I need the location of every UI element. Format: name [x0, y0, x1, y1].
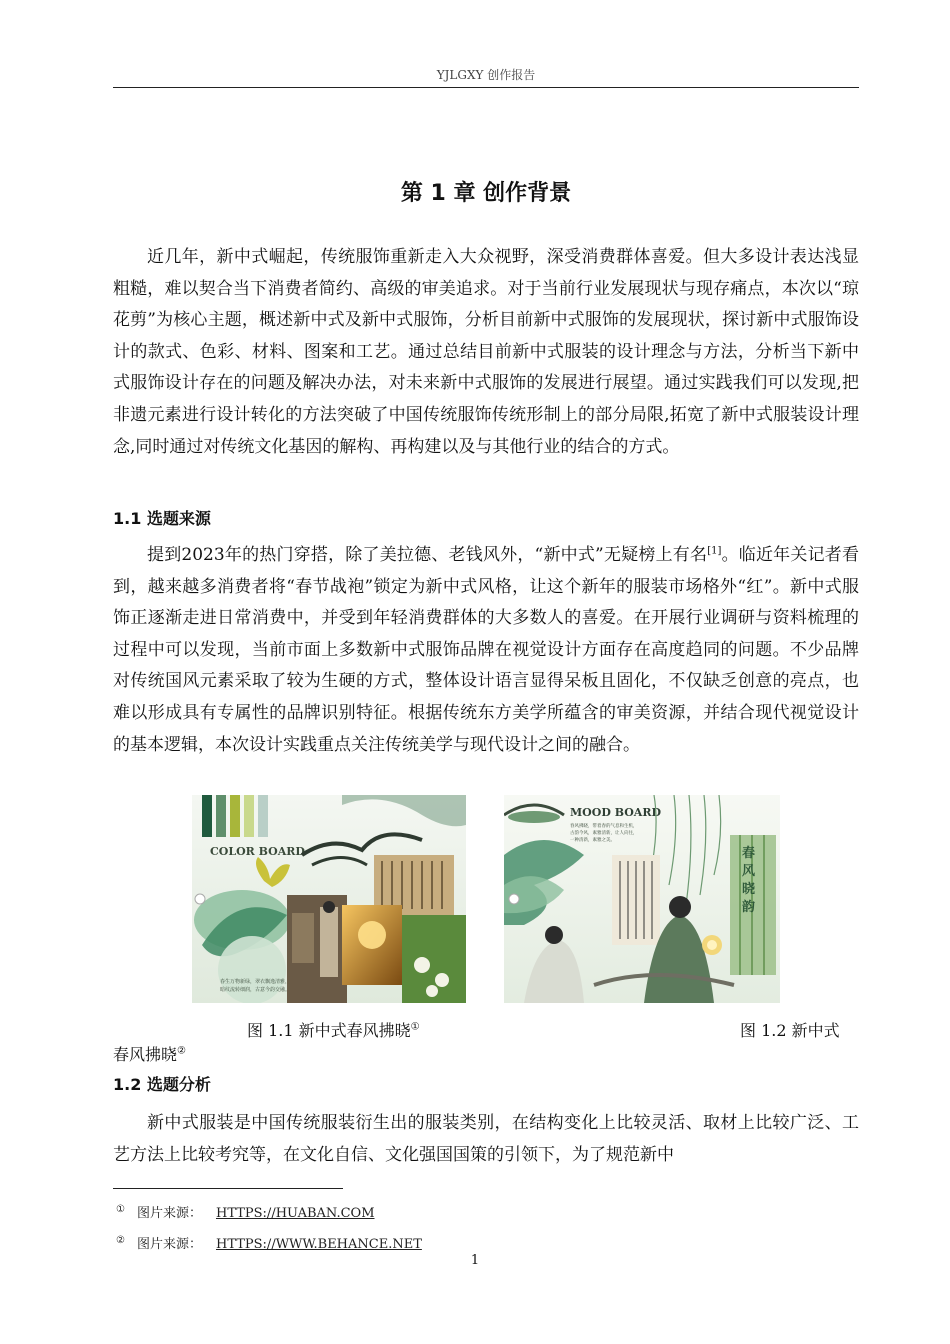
footnote-mark: ① [116, 1203, 125, 1215]
footnote-1 [116, 1202, 375, 1221]
running-header: YJLGXY 创作报告 [436, 68, 536, 82]
swatch [258, 795, 268, 837]
swatch [244, 795, 254, 837]
board-blurb: 一种清新，素雅之美。 [570, 838, 615, 843]
paragraph-topic-source [113, 540, 859, 761]
section-heading-1-2: 1.2 选题分析 [113, 1075, 211, 1094]
page-number: 1 [470, 1253, 480, 1268]
footnote-mark[interactable]: ① [410, 1021, 420, 1033]
vertical-title: 春 风 晓 韵 [742, 846, 756, 915]
header-rule [113, 87, 859, 88]
board-title: COLOR BOARD [210, 845, 305, 858]
citation-ref[interactable]: [1] [707, 545, 722, 557]
color-board-image [192, 795, 466, 1003]
chapter-title: 第 1 章 创作背景 [400, 181, 572, 206]
swatch [202, 795, 212, 837]
figure-mood-board [504, 795, 780, 1003]
paragraph-text: 。临近年关记者看到，越来越多消费者将“春节战袍”锁定为新中式风格，让这个新年的服装市场格外“红”。新中式服饰正逐渐走进日常消费中，并受到年轻消费群体的大多数人的喜爱。在开展行业调研与资料梳理的过程中可以发现，当前市面上多数新中式服饰品牌在视觉设计方面存在高度趋同的问题。不少品牌对传统国风元素采取了较为生硬的方式，整体设计语言显得呆板且固化，不仅缺乏创意的亮点，也难以形成具有专属性的品牌识别特征。根据传统东方美学所蕴含的审美资源，并结合现代视觉设计的基本逻辑，本次设计实践重点关注传统美学与现代设计之间的融合。 [113, 545, 859, 755]
paragraph-intro: 近几年，新中式崛起，传统服饰重新走入大众视野，深受消费群体喜爱。但大多设计表达浅显粗糙，难以契合当下消费者简约、高级的审美追求。对于当前行业发展现状与现存痛点，本次以“琼花剪”为核心主题，概述新中式及新中式服饰，分析目前新中式服饰的发展现状，探讨新中式服饰设计的款式、色彩、材料、图案和工艺。通过总结目前新中式服装的设计理念与方法，分析当下新中式服饰设计存在的问题及解决办法，对未来新中式服饰的发展进行展望。通过实践我们可以发现,把非遗元素进行设计转化的方法突破了中国传统服饰传统形制上的部分局限,拓宽了新中式服装设计理念,同时通过对传统文化基因的解构、再构建以及与其他行业的结合的方式。 [113, 247, 859, 457]
paragraph-text: 提到2023年的热门穿搭，除了美拉德、老钱风外，“新中式”无疑榜上有名 [147, 545, 708, 565]
footnote-mark: ② [116, 1234, 125, 1246]
swatch [216, 795, 226, 837]
board-blurb: 春生万物新绿，翠衣飘逸清雅， [220, 979, 291, 985]
footnote-link[interactable]: HTTPS://WWW.BEHANCE.NET [215, 1237, 422, 1252]
footnote-mark[interactable]: ② [177, 1045, 186, 1057]
color-swatches [202, 795, 268, 837]
footnote-rule [113, 1188, 343, 1189]
board-blurb: 古韵今风，素雅清新，让人向往， [570, 831, 638, 836]
footnote-label: 图片来源： [136, 1237, 202, 1252]
board-title: MOOD BOARD [570, 806, 662, 819]
figure-caption-2: 图 1.2 新中式 [740, 1021, 840, 1040]
caption-text: 春风拂晓 [113, 1045, 178, 1064]
figure-color-board [192, 795, 466, 1003]
swatch [230, 795, 240, 837]
carousel-dot [509, 894, 519, 904]
carousel-dot [195, 894, 205, 904]
board-blurb: 暗纹流转细润，古意今韵交融。 [220, 987, 291, 993]
footnote-label: 图片来源： [136, 1206, 202, 1221]
paragraph-topic-analysis: 新中式服装是中国传统服装衍生出的服装类别，在结构变化上比较灵活、取材上比较广泛、工艺方法上比较考究等，在文化自信、文化强国国策的引领下，为了规范新中 [113, 1113, 859, 1165]
board-blurb: 春风拂晓，带着春的气息和生机， [570, 824, 638, 829]
caption-text: 图 1.1 新中式春风拂晓 [247, 1021, 411, 1040]
mood-board-image [504, 795, 780, 1003]
footnote-link[interactable]: HTTPS://HUABAN.COM [215, 1206, 375, 1221]
figure-caption-1 [247, 1018, 420, 1041]
section-heading-1-1: 1.1 选题来源 [113, 509, 211, 528]
figure-caption-2-continued [113, 1042, 186, 1065]
footnote-2 [116, 1233, 422, 1252]
